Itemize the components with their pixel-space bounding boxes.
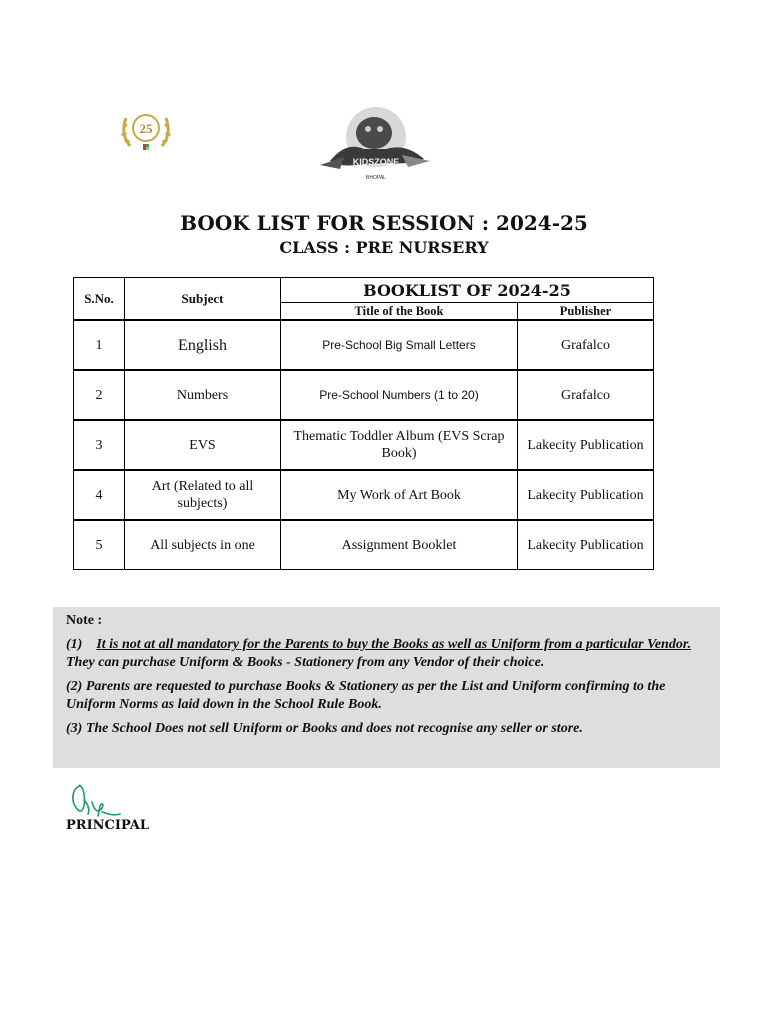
row-publisher: Lakecity Publication (518, 420, 654, 470)
row-title: Thematic Toddler Album (EVS Scrap Book) (281, 420, 518, 470)
row-publisher: Lakecity Publication (518, 520, 654, 570)
row-title: Pre-School Numbers (1 to 20) (281, 370, 518, 420)
class-line: CLASS : PRE NURSERY (279, 238, 489, 257)
row-publisher: Lakecity Publication (518, 470, 654, 520)
row-sno: 3 (74, 420, 125, 470)
row-publisher: Grafalco (518, 370, 654, 420)
logo-subtext: BHOPAL (366, 175, 386, 181)
row-subject: English (125, 320, 281, 370)
note-1-underlined: It is not at all mandatory for the Parents to buy the Books as well as Uniform from a particular Vendor. (96, 637, 692, 652)
principal-label: PRINCIPAL (66, 818, 150, 833)
header-sno: S.No. (74, 278, 125, 321)
row-subject: Art (Related to all subjects) (125, 470, 281, 520)
row-sno: 1 (74, 320, 125, 370)
table-row (74, 520, 654, 570)
anniversary-emblem (116, 106, 176, 158)
table-row (74, 470, 654, 520)
header-booklist: BOOKLIST OF 2024-25 (281, 278, 654, 303)
table-row (74, 420, 654, 470)
row-subject: All subjects in one (125, 520, 281, 570)
row-subject: EVS (125, 420, 281, 470)
row-subject: Numbers (125, 370, 281, 420)
principal-signature (68, 780, 124, 818)
note-1-number: (1) (66, 637, 83, 652)
row-title: My Work of Art Book (281, 470, 518, 520)
note-item-1 (66, 636, 712, 672)
header-subject: Subject (125, 278, 281, 321)
svg-text:25: 25 (139, 121, 153, 136)
row-sno: 4 (74, 470, 125, 520)
page-title: BOOK LIST FOR SESSION : 2024-25 (180, 211, 588, 235)
header-publisher: Publisher (518, 303, 654, 321)
row-sno: 5 (74, 520, 125, 570)
note-1-rest: They can purchase Uniform & Books - Stationery from any Vendor of their choice. (66, 655, 545, 670)
row-title: Assignment Booklet (281, 520, 518, 570)
table-header-row (74, 278, 654, 303)
row-sno: 2 (74, 370, 125, 420)
booklist-table (73, 277, 654, 570)
table-row (74, 320, 654, 370)
row-publisher: Grafalco (518, 320, 654, 370)
table-row (74, 370, 654, 420)
note-label: Note : (66, 613, 103, 628)
school-logo (316, 103, 434, 183)
note-box (53, 607, 720, 768)
logo-text: KIDSZONE (352, 157, 400, 167)
row-title: Pre-School Big Small Letters (281, 320, 518, 370)
note-item-2: (2) Parents are requested to purchase Books & Stationery as per the List and Uniform confirming to the Uniform Norms as laid down in the School Rule Book. (66, 679, 666, 712)
note-item-3: (3) The School Does not sell Uniform or Books and does not recognise any seller or store. (66, 721, 583, 736)
header-title: Title of the Book (281, 303, 518, 321)
